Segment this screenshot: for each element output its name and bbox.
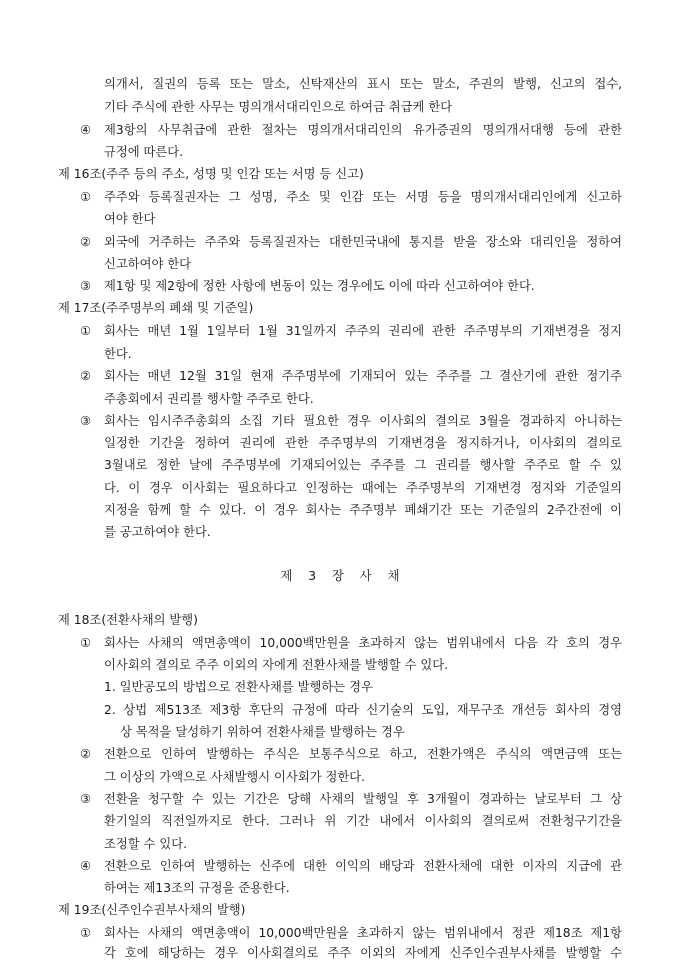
clause-marker: ① — [80, 190, 92, 204]
text-line: 규정에 따른다. — [104, 145, 184, 159]
text-line: 회사는 매년 1월 1일부터 1월 31일까지 주주의 권리에 관한 주주명부의 기재변경을 정지 — [104, 324, 622, 338]
text-line: 조정할 수 있다. — [104, 837, 187, 851]
text-line: 회사는 사채의 액면총액이 10,000백만원을 초과하지 않는 범위내에서 다음 각 호의 경우 — [104, 636, 622, 650]
text-line: 제3항의 사무취급에 관한 절차는 명의개서대리인의 유가증권의 명의개서대행 등에 관한 — [104, 123, 622, 137]
text-line: 전환으로 인하여 발행하는 신주에 대한 이익의 배당과 전환사채에 대한 이자의 지급에 관 — [104, 859, 622, 873]
text-line: 를 공고하여야 한다. — [104, 525, 211, 539]
text-line: 2. 상법 제513조 제3항 후단의 규정에 따라 신기술의 도입, 재무구조 개선등 회사의 경영 — [104, 703, 622, 717]
clause-marker: ④ — [80, 123, 92, 137]
text-line: 주주와 등록질권자는 그 성명, 주소 및 인감 또는 서명 등을 명의개서대리인에게 신고하 — [104, 190, 622, 204]
article-heading: 제 18조(전환사채의 발행) — [58, 613, 198, 627]
clause-marker: ③ — [80, 414, 92, 428]
text-line: 한다. — [104, 347, 132, 361]
text-line: 지정을 함께 할 수 있다. 이 경우 회사는 주주명부 폐쇄기간 또는 기준일의 2주간전에 이 — [104, 503, 622, 517]
text-line: 의개서, 질권의 등록 또는 말소, 신탁재산의 표시 또는 말소, 주권의 발행, 신고의 접수, — [104, 77, 622, 91]
list-item — [104, 701, 622, 719]
text-line: 3월내로 정한 날에 주주명부에 기재되어있는 주주를 그 권리를 행사할 주주로 할 수 있 — [104, 458, 622, 472]
text-line: 이사회의 결의로 주주 이외의 자에게 전환사채를 발행할 수 있다. — [104, 658, 449, 672]
clause-marker: ② — [80, 235, 92, 249]
clause-marker: ① — [80, 926, 92, 940]
clause-marker: ① — [80, 636, 92, 650]
text-line: 제1항 및 제2항에 정한 사항에 변동이 있는 경우에도 이에 따라 신고하여야 한다. — [104, 279, 535, 293]
article-heading: 제 17조(주주명부의 폐쇄 및 기준일) — [58, 301, 254, 315]
text-line: 일정한 기간을 정하여 권리에 관한 주주명부의 기재변경을 정지하거나, 이사회의 결의로 — [104, 436, 622, 450]
text-line: 외국에 거주하는 주주와 등록질권자는 대한민국내에 통지를 받을 장소와 대리인을 정하여 — [104, 235, 622, 249]
clause-marker: ④ — [80, 859, 92, 873]
text-line: 그 이상의 가액으로 사채발행시 이사회가 정한다. — [104, 770, 366, 784]
text-line: 하여는 제13조의 규정을 준용한다. — [104, 881, 290, 895]
article-heading: 제 16조(주주 등의 주소, 성명 및 인감 또는 서명 등 신고) — [58, 167, 364, 181]
chapter-heading: 제 3 장 사 채 — [280, 569, 400, 583]
article-heading: 제 19조(신주인수권부사채의 발행) — [58, 903, 246, 917]
list-item: 1. 일반공모의 방법으로 전환사채를 발행하는 경우 — [104, 680, 373, 694]
clause-marker: ② — [80, 369, 92, 383]
clause-marker: ① — [80, 324, 92, 338]
text-line: 회사는 임시주주총회의 소집 기타 필요한 경우 이사회의 결의로 3월을 경과하지 아니하는 — [104, 414, 622, 428]
text-line: 신고하여야 한다 — [104, 257, 192, 271]
clause-marker: ② — [80, 747, 92, 761]
text-line: 전환으로 인하여 발행하는 주식은 보통주식으로 하고, 전환가액은 주식의 액면금액 또는 — [104, 747, 622, 761]
text-line: 전환을 청구할 수 있는 기간은 당해 사채의 발행일 후 3개월이 경과하는 날로부터 그 상 — [104, 792, 622, 806]
text-line: 여야 한다 — [104, 212, 156, 226]
text-line: 주총회에서 권리를 행사할 주주로 한다. — [104, 392, 314, 406]
text-line: 다. 이 경우 이사회는 필요하다고 인정하는 때에는 주주명부의 기재변경 정지와 기준일의 — [104, 481, 622, 495]
text-line: 기타 주식에 관한 사무는 명의개서대리인으로 하여금 취급케 한다 — [104, 100, 453, 114]
clause-marker: ③ — [80, 792, 92, 806]
text-line: 회사는 사채의 액면총액이 10,000백만원을 초과하지 않는 범위내에서 정관 제18조 제1항 — [104, 926, 622, 940]
text-line: 각 호에 해당하는 경우 이사회결의로 주주 이외의 자에게 신주인수권부사채를 발행할 수 — [104, 946, 622, 960]
clause-marker: ③ — [80, 279, 92, 293]
text-line: 회사는 매년 12월 31일 현재 주주명부에 기재되어 있는 주주를 그 결산기에 관한 정기주 — [104, 369, 622, 383]
text-line: 환기일의 직전일까지로 한다. 그러나 위 기간 내에서 이사회의 결의로써 전환청구기간을 — [104, 814, 622, 828]
text-line: 상 목적을 달성하기 위하여 전환사채를 발행하는 경우 — [120, 725, 405, 739]
